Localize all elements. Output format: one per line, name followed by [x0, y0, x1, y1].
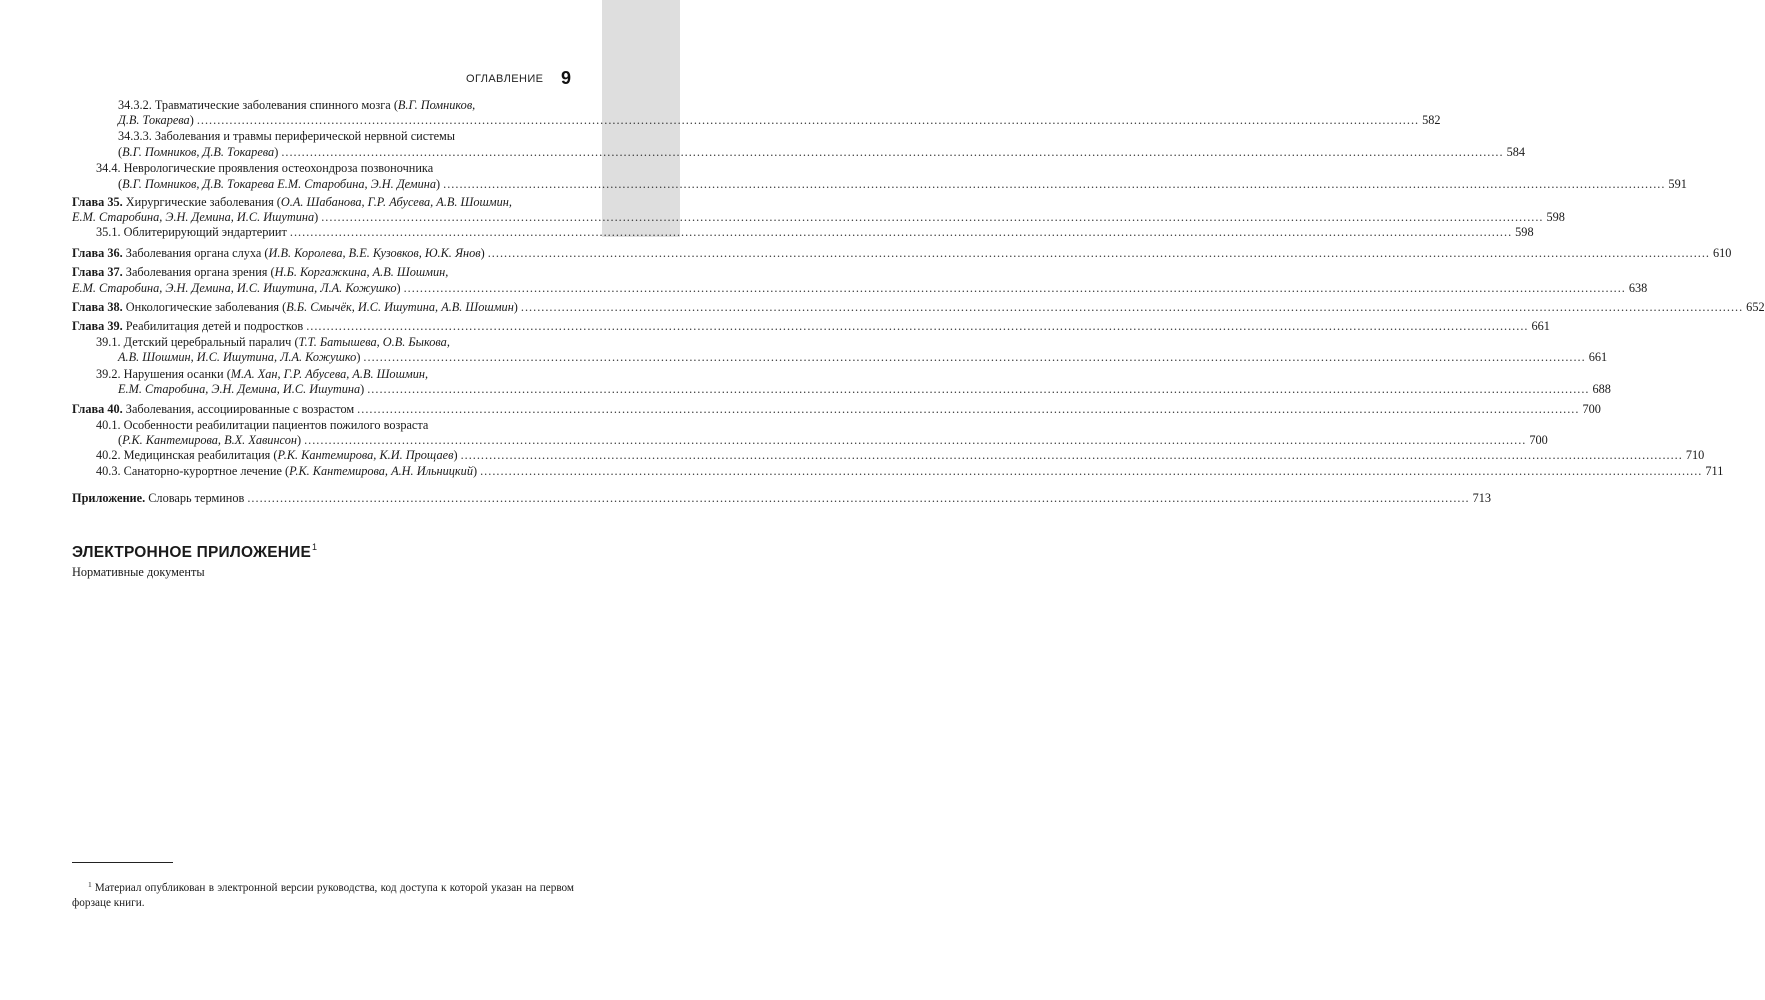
toc-entry-34-3-2-line2: Д.В. Токарева) ............................................................................................................................................................................................................................................................................................................ 582 [118, 113, 1441, 127]
dot-leader: ............................................................................................................................................................................................................................................................................................................ [480, 464, 1703, 478]
footnote-text: Материал опубликован в электронной версии руководства, код доступа к которой указан на первом форзаце книги. [72, 882, 574, 909]
dot-leader: ............................................................................................................................................................................................................................................................................................................ [443, 177, 1666, 191]
dot-leader: ............................................................................................................................................................................................................................................................................................................ [321, 210, 1544, 224]
page-ref: 598 [1515, 225, 1534, 239]
dot-leader: ............................................................................................................................................................................................................................................................................................................ [306, 319, 1529, 333]
toc-entry-chapter-37-line1: Глава 37. Заболевания органа зрения (Н.Б. Коргажкина, А.В. Шошмин, [72, 265, 449, 279]
toc-entry-34-4-line2: (В.Г. Помников, Д.В. Токарева Е.М. Старобина, Э.Н. Демина) ............................................................................................................................................................................................................................................................................................................ 591 [118, 177, 1687, 191]
electronic-appendix-heading: ЭЛЕКТРОННОЕ ПРИЛОЖЕНИЕ$^1$ [72, 542, 318, 561]
page-ref: 710 [1685, 448, 1705, 462]
running-head-title: ОГЛАВЛЕНИЕ [466, 73, 544, 85]
page-ref: 610 [1713, 246, 1732, 260]
dot-leader: ............................................................................................................................................................................................................................................................................................................ [460, 448, 1683, 462]
toc-entry-34-4-line1: 34.4. Неврологические проявления остеохондроза позвоночника [96, 161, 434, 175]
toc-entry-40-3: 40.3. Санаторно-курортное лечение (Р.К. Кантемирова, А.Н. Ильницкий) ............................................................................................................................................................................................................................................................................................................ 711 [96, 464, 1724, 478]
toc-entry-chapter-37-line2: Е.М. Старобина, Э.Н. Демина, И.С. Ишутина, Л.А. Кожушко) ............................................................................................................................................................................................................................................................................................................ 638 [72, 281, 1648, 295]
dot-leader: ............................................................................................................................................................................................................................................................................................................ [487, 246, 1710, 260]
page-ref: 713 [1472, 491, 1492, 505]
toc-entry-chapter-36: Глава 36. Заболевания органа слуха (И.В. Королева, В.Е. Кузовков, Ю.К. Янов) ............................................................................................................................................................................................................................................................................................................ 610 [72, 246, 1732, 260]
toc-entry-34-3-2-line1: 34.3.2. Травматические заболевания спинного мозга (В.Г. Помников, [118, 98, 476, 112]
dot-leader: ............................................................................................................................................................................................................................................................................................................ [403, 281, 1626, 295]
dot-leader: ............................................................................................................................................................................................................................................................................................................ [289, 225, 1513, 239]
page-ref: 638 [1628, 281, 1648, 295]
toc-entry-39-1-line1: 39.1. Детский церебральный паралич (Т.Т. Батышева, О.В. Быкова, [96, 335, 450, 349]
dot-leader: ............................................................................................................................................................................................................................................................................................................ [196, 113, 1420, 127]
dot-leader: ............................................................................................................................................................................................................................................................................................................ [247, 491, 1470, 505]
page-ref: 700 [1582, 402, 1601, 416]
page-ref: 582 [1422, 113, 1441, 127]
page-ref: 700 [1529, 433, 1548, 447]
toc-entry-appendix: Приложение. Словарь терминов ............................................................................................................................................................................................................................................................................................................ 713 [72, 491, 1492, 505]
page-ref: 661 [1588, 350, 1608, 364]
page-ref: 711 [1705, 464, 1724, 478]
dot-leader: ............................................................................................................................................................................................................................................................................................................ [520, 300, 1744, 314]
toc-entry-40-2: 40.2. Медицинская реабилитация (Р.К. Кантемирова, К.И. Прощаев) ............................................................................................................................................................................................................................................................................................................ 710 [96, 448, 1705, 462]
toc-entry-39-2-line1: 39.2. Нарушения осанки (М.А. Хан, Г.Р. Абусева, А.В. Шошмин, [96, 367, 429, 381]
toc-entry-40-1-line2: (Р.К. Кантемирова, В.Х. Хавинсон) ............................................................................................................................................................................................................................................................................................................ 700 [118, 433, 1548, 447]
toc-entry-34-3-3-line2: (В.Г. Помников, Д.В. Токарева) ............................................................................................................................................................................................................................................................................................................ 584 [118, 145, 1526, 159]
page-ref: 688 [1592, 382, 1611, 396]
page-ref: 591 [1668, 177, 1687, 191]
dot-leader: ............................................................................................................................................................................................................................................................................................................ [367, 382, 1590, 396]
dot-leader: ............................................................................................................................................................................................................................................................................................................ [357, 402, 1580, 416]
toc-entry-39-2-line2: Е.М. Старобина, Э.Н. Демина, И.С. Ишутина) ............................................................................................................................................................................................................................................................................................................ 688 [118, 382, 1611, 396]
toc-entry-34-3-3-line1: 34.3.3. Заболевания и травмы периферической нервной системы [118, 129, 456, 143]
footnote-mark: 1 [312, 542, 318, 552]
toc-entry-chapter-40: Глава 40. Заболевания, ассоциированные с возрастом ............................................................................................................................................................................................................................................................................................................ 700 [72, 402, 1601, 416]
page-ref: 598 [1546, 210, 1565, 224]
dot-leader: ............................................................................................................................................................................................................................................................................................................ [304, 433, 1527, 447]
footnote [72, 877, 574, 911]
page-ref: 652 [1746, 300, 1765, 314]
toc-entry-chapter-35-line1: Глава 35. Хирургические заболевания (О.А. Шабанова, Г.Р. Абусева, А.В. Шошмин, [72, 195, 512, 209]
toc-entry-35-1: 35.1. Облитерирующий эндартериит ............................................................................................................................................................................................................................................................................................................ 598 [96, 225, 1534, 239]
electronic-appendix-subtitle: Нормативные документы [72, 565, 205, 579]
toc-entry-39-1-line2: А.В. Шошмин, И.С. Ишутина, Л.А. Кожушко) ............................................................................................................................................................................................................................................................................................................ 661 [118, 350, 1608, 364]
page-ref: 661 [1531, 319, 1550, 333]
page-number: 9 [561, 68, 572, 88]
dot-leader: ............................................................................................................................................................................................................................................................................................................ [363, 350, 1586, 364]
toc-entry-chapter-39: Глава 39. Реабилитация детей и подростков ............................................................................................................................................................................................................................................................................................................ 661 [72, 319, 1550, 333]
page-ref: 584 [1506, 145, 1526, 159]
dot-leader: ............................................................................................................................................................................................................................................................................................................ [281, 145, 1504, 159]
toc-entry-chapter-38: Глава 38. Онкологические заболевания (В.Б. Смычёк, И.С. Ишутина, А.В. Шошмин) ............................................................................................................................................................................................................................................................................................................ 652 [72, 300, 1765, 314]
footnote-number: 1 [88, 880, 92, 889]
toc-entry-40-1-line1: 40.1. Особенности реабилитации пациентов пожилого возраста [96, 418, 429, 432]
toc-entry-chapter-35-line2: Е.М. Старобина, Э.Н. Демина, И.С. Ишутина) ............................................................................................................................................................................................................................................................................................................ 598 [72, 210, 1565, 224]
footnote-divider [72, 862, 173, 863]
